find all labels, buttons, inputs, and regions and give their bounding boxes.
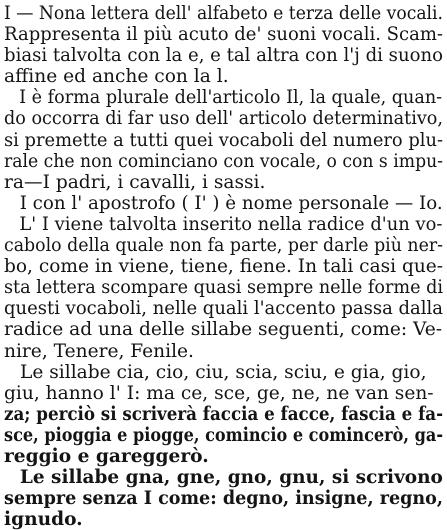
text-line: ra—I padri, i cavalli, i sassi. (4, 171, 266, 193)
text-line: rale che non cominciano con vocale, o con s impu- (4, 150, 444, 172)
text-line: sta lettera scompare quasi sempre nelle forme di (4, 277, 444, 299)
text-line: za; perciò si scriverà faccia e facce, fascia e fa- (4, 403, 443, 425)
text-line: bo, come in viene, tiene, fiene. In tali casi que- (4, 256, 444, 278)
text-line: Rappresenta il più acuto de' suoni vocali. Scam- (4, 24, 444, 46)
text-line: L' I viene talvolta inserito nella radice d'un vo- (19, 213, 443, 235)
text-line: Le sillabe cia, cio, ciu, scia, sciu, e gia, gio, (20, 361, 427, 383)
text-line: I con l' apostrofo ( I' ) è nome personale — Io. (19, 192, 443, 214)
text-line: biasi talvolta con la e, e tal altra con l'j di suono (4, 45, 443, 67)
text-line: radice ad una delle sillabe seguenti, come: Ve- (4, 319, 443, 341)
text-line: ignudo. (4, 509, 83, 530)
text-line: reggio e gareggerò. (4, 445, 209, 467)
text-line: I — Nona lettera dell' alfabeto e terza delle vocali. (4, 3, 444, 24)
text-line: affine ed anche con la l. (4, 66, 229, 88)
text-line: do occorra di far uso dell' articolo determinativo, (4, 108, 444, 130)
text-line: cabolo della quale non fa parte, per darle più ner- (4, 235, 443, 257)
text-line: sempre senza I come: degno, insigne, regno, (4, 488, 443, 510)
text-line: Le sillabe gna, gne, gno, gnu, si scrivono (19, 467, 443, 489)
text-line: questi vocaboli, nelle quali l'accento passa dalla (4, 298, 444, 320)
text-line: I è forma plurale dell'articolo Il, la quale, quan- (19, 87, 443, 109)
text-line: giu, hanno l' I: ma ce, sce, ge, ne, ne van sen- (4, 382, 434, 404)
text-line: nire, Tenere, Fenile. (4, 340, 194, 362)
text-line: sce, pioggia e piogge, comincio e comincerò, ga- (4, 424, 444, 446)
text-line: si premette a tutti quei vocaboli del numero plu- (4, 129, 444, 151)
